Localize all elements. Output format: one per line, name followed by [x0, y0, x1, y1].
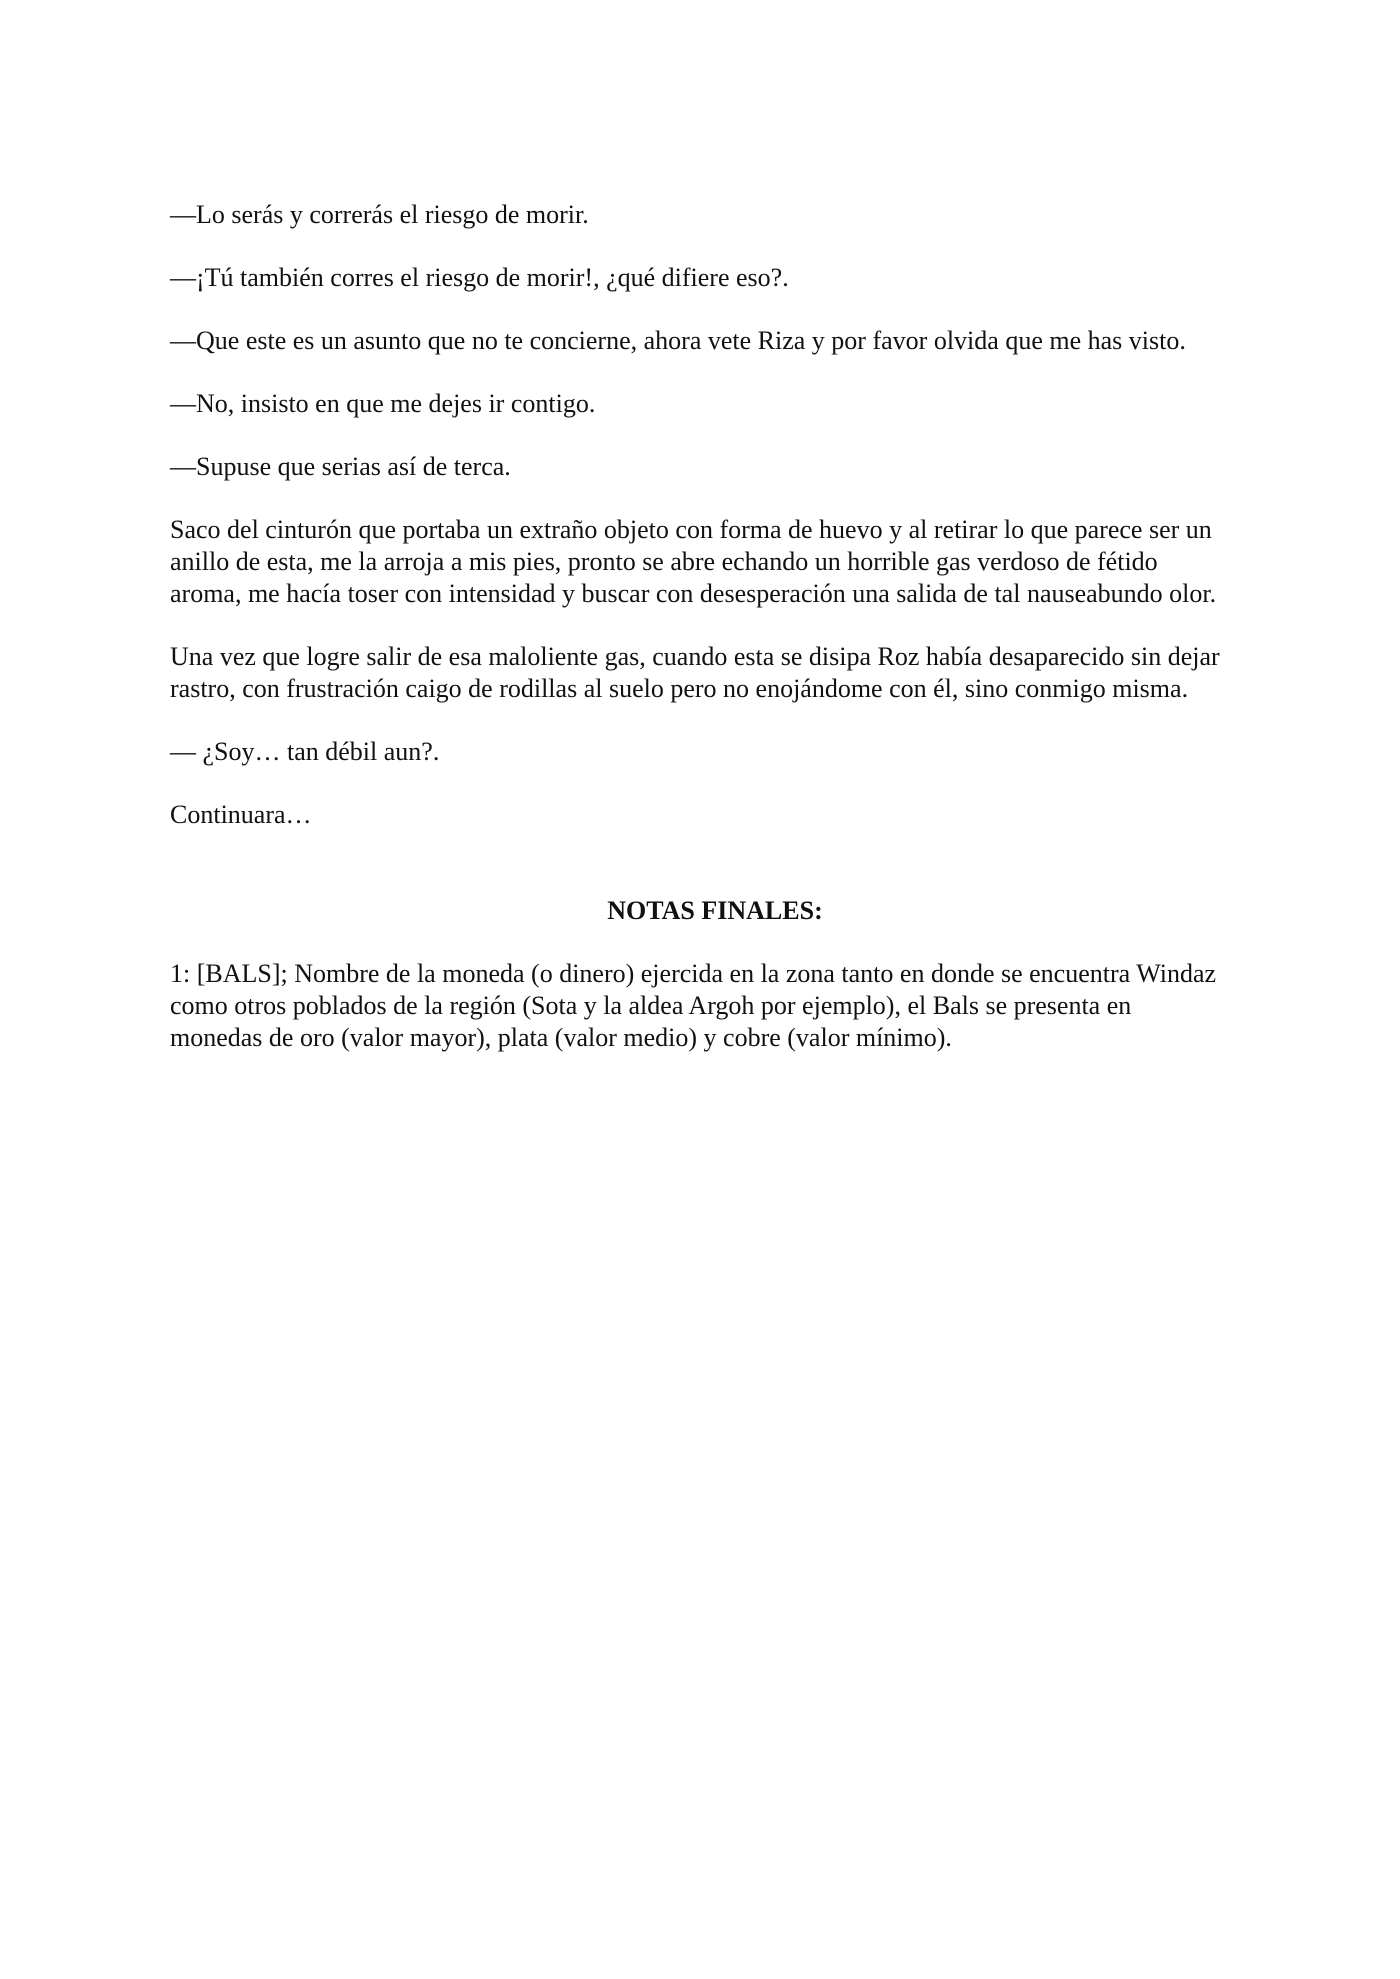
- paragraph-5: —Supuse que serias así de terca.: [170, 452, 511, 481]
- paragraph-3: —Que este es un asunto que no te concierne, ahora vete Riza y por favor olvida que me has visto.: [170, 326, 1186, 355]
- section-gap: [170, 862, 1230, 895]
- paragraph-9: Continuara…: [170, 800, 312, 829]
- note-1: 1: [BALS]; Nombre de la moneda (o dinero) ejercida en la zona tanto en donde se encuentra Windaz como otros poblados de la región (Sota y la aldea Argoh por ejemplo), el Bals se presenta en monedas de oro (valor mayor), plata (valor medio) y cobre (valor mínimo).: [170, 959, 1217, 1052]
- paragraph-8: — ¿Soy… tan débil aun?.: [170, 737, 440, 766]
- paragraph-7: Una vez que logre salir de esa maloliente gas, cuando esta se disipa Roz había desaparecido sin dejar rastro, con frustración caigo de rodillas al suelo pero no enojándome con él, sino conmigo misma.: [170, 642, 1220, 703]
- paragraph-1: —Lo serás y correrás el riesgo de morir.: [170, 200, 589, 229]
- document-page: [170, 199, 1230, 1054]
- paragraph-4: —No, insisto en que me dejes ir contigo.: [170, 389, 596, 418]
- paragraph-2: —¡Tú también corres el riesgo de morir!, ¿qué difiere eso?.: [170, 263, 789, 292]
- paragraph-6: Saco del cinturón que portaba un extraño objeto con forma de huevo y al retirar lo que parece ser un anillo de esta, me la arroja a mis pies, pronto se abre echando un horrible gas verdoso de fétido aroma, me hacía toser con intensidad y buscar con desesperación una salida de tal nauseabundo olor.: [170, 515, 1217, 608]
- notes-title: NOTAS FINALES:: [607, 896, 823, 925]
